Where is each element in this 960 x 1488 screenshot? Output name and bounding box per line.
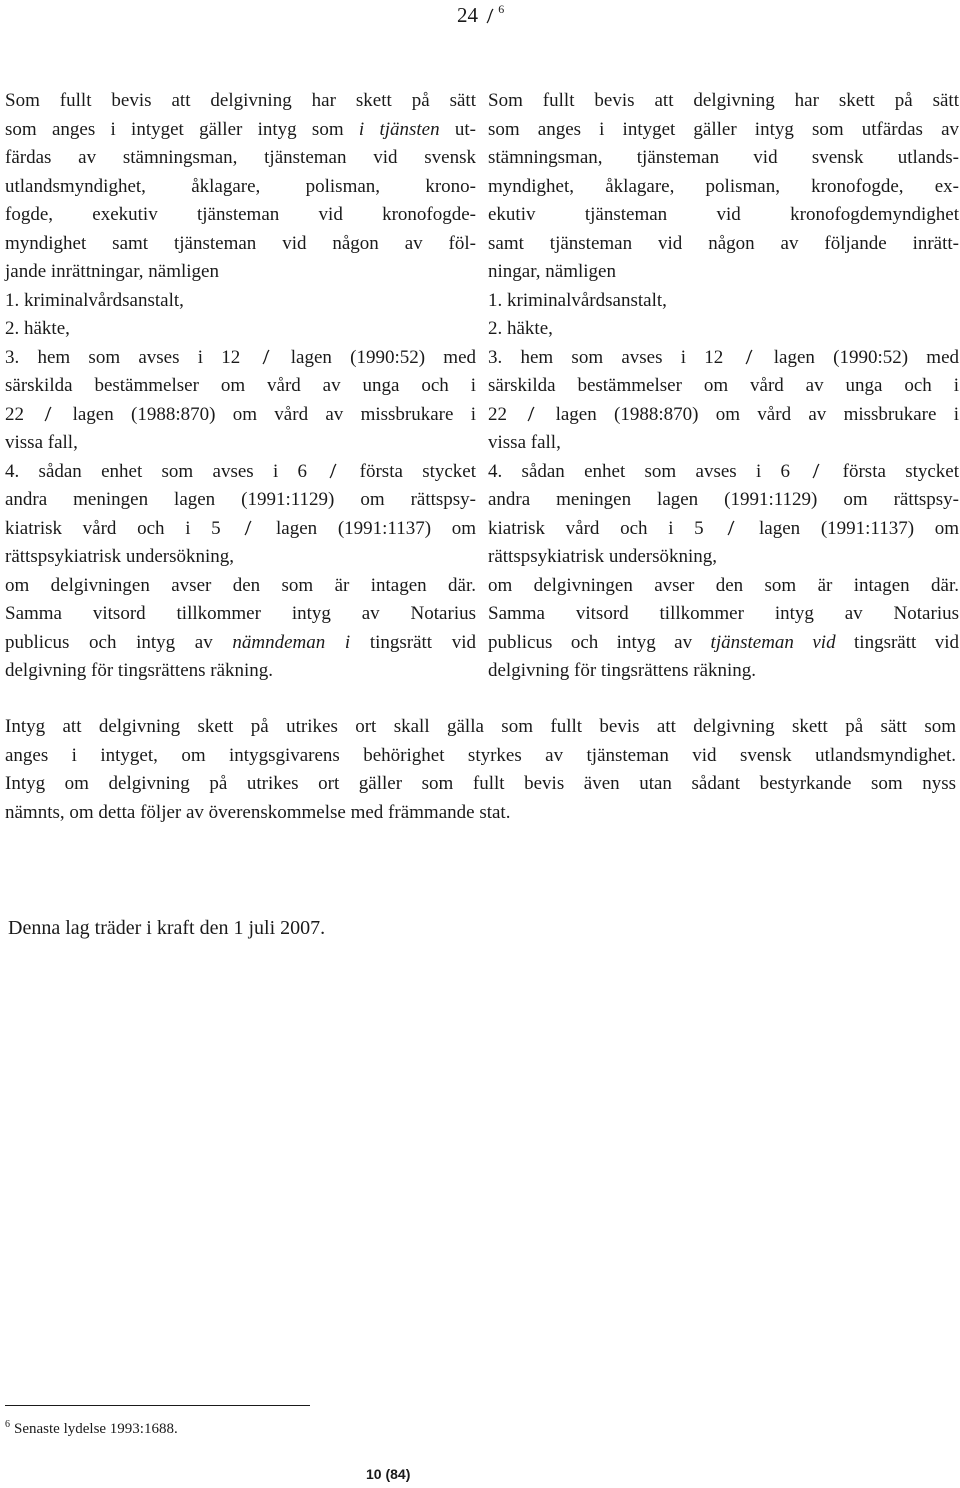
section-sign-icon	[243, 519, 253, 537]
right-line: kiatrisk vård och i 5 lagen (1991:1137) om	[488, 517, 959, 539]
page-header	[457, 2, 504, 28]
section-sign-icon	[526, 405, 536, 423]
left-line: fogde, exekutiv tjänsteman vid kronofogde-	[5, 204, 476, 225]
footnote-divider	[5, 1405, 310, 1406]
left-line: särskilda bestämmelser om vård av unga och i	[5, 375, 476, 396]
list-item: 2. häkte,	[488, 318, 553, 339]
section-sign-icon	[43, 405, 53, 423]
right-column	[488, 87, 959, 686]
list-item: 4. sådan enhet som avses i 6 första stycket	[5, 460, 477, 482]
right-line: delgivning för tingsrättens räkning.	[488, 660, 757, 681]
page-counter: 10 (84)	[366, 1466, 411, 1482]
section-sign-icon	[744, 348, 754, 366]
italic-text: i tjänsten	[358, 118, 440, 140]
section-sign-icon	[485, 7, 495, 25]
right-line: Som fullt bevis att delgivning har skett på sätt	[488, 90, 959, 111]
left-line: andra meningen lagen (1991:1129) om rättspsy-	[5, 489, 476, 510]
left-line: om delgivningen avser den som är intagen där.	[5, 574, 476, 596]
right-line: myndighet, åklagare, polisman, kronofogde, ex-	[488, 175, 959, 197]
right-line: särskilda bestämmelser om vård av unga och i	[488, 375, 959, 396]
page-number: 24	[457, 3, 478, 27]
left-line: färdas av stämningsman, tjänsteman vid svensk	[5, 147, 476, 168]
left-line: Samma vitsord tillkommer intyg av Notarius	[5, 603, 476, 624]
left-line: kiatrisk vård och i 5 lagen (1991:1137) om	[5, 517, 476, 539]
left-column	[5, 87, 476, 686]
left-line: publicus och intyg av nämndeman i tingsrätt vid	[5, 631, 476, 653]
section-sign-icon	[726, 519, 736, 537]
right-line: som anges i intyget gäller intyg som utfärdas av	[488, 118, 959, 140]
paragraph-line: Intyg om delgivning på utrikes ort gäller som fullt bevis även utan sådant bestyrkande som nyss	[5, 773, 956, 794]
italic-text: nämndeman i	[232, 631, 351, 653]
left-line: delgivning för tingsrättens räkning.	[5, 660, 274, 681]
list-item: 4. sådan enhet som avses i 6 första stycket	[488, 460, 960, 482]
left-paragraph	[5, 87, 476, 686]
right-line: rättspsykiatrisk undersökning,	[488, 546, 718, 567]
list-item: 2. häkte,	[5, 318, 70, 339]
footnote-number: 6	[5, 1419, 10, 1430]
section-sign-icon	[328, 462, 338, 480]
section-sign-icon	[261, 348, 271, 366]
footnote	[5, 1419, 178, 1438]
right-line: om delgivningen avser den som är intagen där.	[488, 574, 959, 596]
list-item: 1. kriminalvårdsanstalt,	[488, 289, 667, 311]
right-line: andra meningen lagen (1991:1129) om rättspsy-	[488, 489, 959, 510]
full-width-paragraph	[5, 713, 956, 827]
left-line: Som fullt bevis att delgivning har skett på sätt	[5, 90, 476, 111]
effective-date-statement: Denna lag träder i kraft den 1 juli 2007.	[8, 917, 326, 939]
footnote-text: Senaste lydelse 1993:1688.	[14, 1421, 178, 1437]
list-item: 3. hem som avses i 12 lagen (1990:52) med	[488, 346, 960, 368]
right-line: ningar, nämligen	[488, 261, 616, 282]
paragraph-line: nämnts, om detta följer av överenskommelse med främmande stat.	[5, 801, 511, 823]
right-line: stämningsman, tjänsteman vid svensk utlands-	[488, 147, 959, 168]
footnote-reference: 6	[498, 2, 505, 16]
left-line: rättspsykiatrisk undersökning,	[5, 546, 235, 567]
paragraph-line: Intyg att delgivning skett på utrikes ort skall gälla som fullt bevis att delgivning skett på sätt som	[5, 716, 956, 737]
left-line: utlandsmyndighet, åklagare, polisman, krono-	[5, 175, 476, 197]
left-line: som anges i intyget gäller intyg som i tjänsten ut-	[5, 118, 476, 140]
left-line: vissa fall,	[5, 432, 78, 453]
right-line: ekutiv tjänsteman vid kronofogdemyndighet	[488, 204, 959, 225]
right-line: Samma vitsord tillkommer intyg av Notarius	[488, 603, 959, 624]
right-line: samt tjänsteman vid någon av följande inrätt-	[488, 232, 959, 254]
section-sign-icon	[811, 462, 821, 480]
left-line: jande inrättningar, nämligen	[5, 261, 219, 282]
right-line: 22 lagen (1988:870) om vård av missbrukare i	[488, 403, 960, 425]
left-line: 22 lagen (1988:870) om vård av missbrukare i	[5, 403, 477, 425]
italic-text: tjänsteman vid	[710, 631, 836, 653]
paragraph-line: anges i intyget, om intygsgivarens behörighet styrkes av tjänsteman vid svensk utlandsmyndighet.	[5, 744, 956, 766]
list-item: 1. kriminalvårdsanstalt,	[5, 289, 184, 311]
left-line: myndighet samt tjänsteman vid någon av föl-	[5, 232, 476, 254]
right-line: publicus och intyg av tjänsteman vid tingsrätt vid	[488, 631, 959, 653]
right-line: vissa fall,	[488, 432, 561, 453]
list-item: 3. hem som avses i 12 lagen (1990:52) med	[5, 346, 477, 368]
right-paragraph	[488, 87, 959, 686]
